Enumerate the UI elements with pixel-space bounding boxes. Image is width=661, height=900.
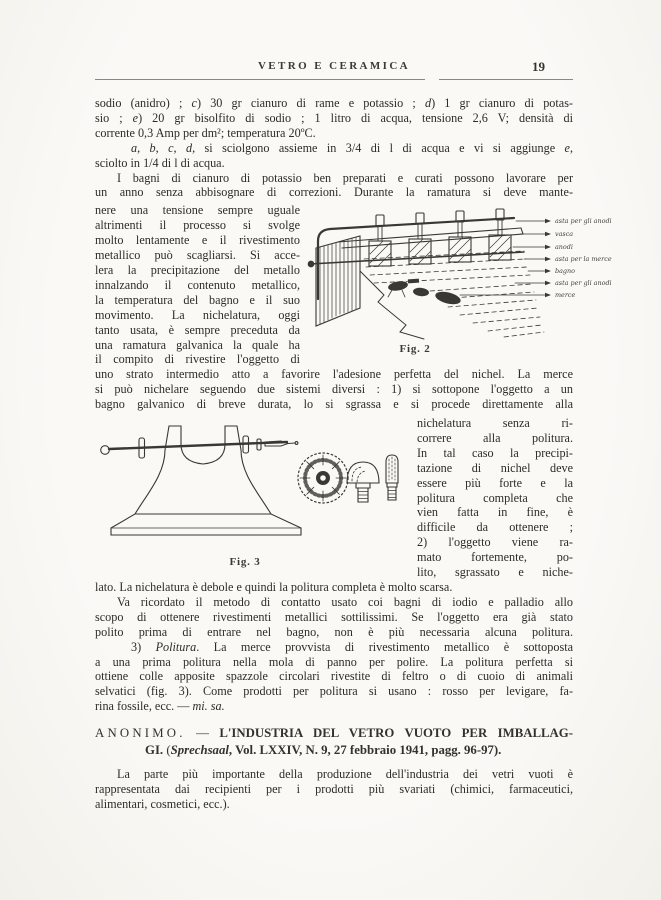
merce-stand (388, 290, 405, 297)
mushroom-brush (347, 462, 379, 502)
paragraph-contact-method: Va ricordato il metodo di contatto usato coi bagni di iodio e palladio allo scopo di ottenere rivestimenti metallici sottilissimi. Se l'oggetto era già stato polito prima di entrare nel bagno, non è più necessaria alcuna politura. (95, 594, 573, 639)
figure-3-caption: Fig. 3 (229, 556, 261, 569)
paragraph-mid: uno strato intermedio atto a favorire l'adesione perfetta del nichel. La merce si può nichelare seguendo due sistemi diversi : 1) si sottopone l'oggetto a un bagno galvanico di breve durata, lo si sgrassa e si procede direttamente alla (95, 367, 573, 412)
article-heading: ANONIMO. — L'INDUSTRIA DEL VETRO VUOTO PER IMBALLAG- GI. (Sprechsaal, Vol. LXXIV, N. 9, 27 febbraio 1941, pagg. 96-97). (95, 726, 573, 757)
buffing-wheel (298, 453, 348, 503)
figure-labels (555, 217, 612, 299)
header-rule (95, 79, 573, 80)
running-head (95, 60, 573, 77)
figure-label: anodi (555, 243, 573, 252)
finger-brush (386, 455, 398, 500)
figure-label: asta per la merce (555, 255, 612, 264)
merce-objects (387, 279, 462, 307)
figure-3 (95, 416, 407, 580)
figure2-row (95, 203, 612, 367)
paragraph-end: lato. La nichelatura è debole e quindi la politura completa è molto scarsa. (95, 580, 453, 594)
paragraph-left-column: nere una tensione sempre uguale altrimenti il processo si svolge molto lentamente e il rivestimento metallico può scagliarsi. Si acce- lera la precipitazione del metallo innalzando il contenuto metallico, la temperatura del bagno e il suo movimento. La nichelatura, oggi tanto usata, è sempre preceduta da una ramatura galvanica la quale ha il compito di rivestire l'oggetto di (95, 203, 300, 367)
text-column (95, 96, 612, 812)
paragraph-right-column: nichelatura senza ri- correre alla politura. In tal caso la precipi- tazione di nichel deve essere più forte e la politura completa che vien fatta in fine, è difficile da ottenere ; 2) l'oggetto viene ra- mato fortemente, po- lito, sgrassato e niche- (417, 416, 573, 580)
lathe-drawing (101, 426, 301, 535)
figure-label: bagno (555, 267, 575, 276)
tank-drawing (308, 218, 524, 339)
figure-label: asta per gli anodi (555, 279, 612, 288)
figure-label: asta per gli anodi (555, 217, 612, 226)
paragraph-glass-containers: La parte più importante della produzione dell'industria dei vetri vuoti è rappresentata dai recipienti per i prodotti più svariati (chimici, farmaceutici, alimentari, cosmetici, ecc.). (95, 767, 573, 811)
figure-2 (300, 203, 612, 367)
plating-tank-illustration (308, 207, 613, 339)
figure3-row (95, 416, 573, 580)
figure-label: merce (555, 291, 576, 300)
page-number: 19 (532, 59, 545, 74)
paragraph-bath-maintenance: I bagni di cianuro di potassio ben preparati e curati possono lavorare per un anno senza abbisognare di correzioni. Durante la ramatura si deve mante- (95, 170, 573, 200)
page-header (95, 0, 573, 80)
polishing-lathe-illustration (95, 416, 405, 554)
header-rule-left (95, 79, 425, 80)
paragraph-recipe: sodio (anidro) ; c) 30 gr cianuro di rame e potassio ; d) 1 gr cianuro di potas- sio ; e) 20 gr bisolfito di sodio ; 1 litro di acqua, tensione 2,6 V; densità di corrente 0,3 Amp per dm²; temperatura 20ºC. a, b, c, d, si sciolgono assieme in 3/4 di l di acqua e vi si aggiunge e, sciolto in 1/4 di l di acqua. (95, 96, 574, 170)
figure-label: vasca (555, 230, 574, 239)
header-rule-right (439, 79, 573, 80)
journal-section-title: VETRO E CERAMICA (257, 60, 411, 72)
figure-2-caption: Fig. 2 (399, 343, 431, 356)
paragraph-polishing: 3) Politura. La merce provvista di rivestimento metallico è sottoposta a una prima politura nella mola di panno per polire. La politura perfetta si ottiene colle apposite spazzole circolari rivestite di feltro o di cuoio di animali selvatici (fig. 3). Come prodotti per politura si usano : rosso per levigare, fa- rina fossile, ecc. — mi. sa. (95, 639, 573, 714)
